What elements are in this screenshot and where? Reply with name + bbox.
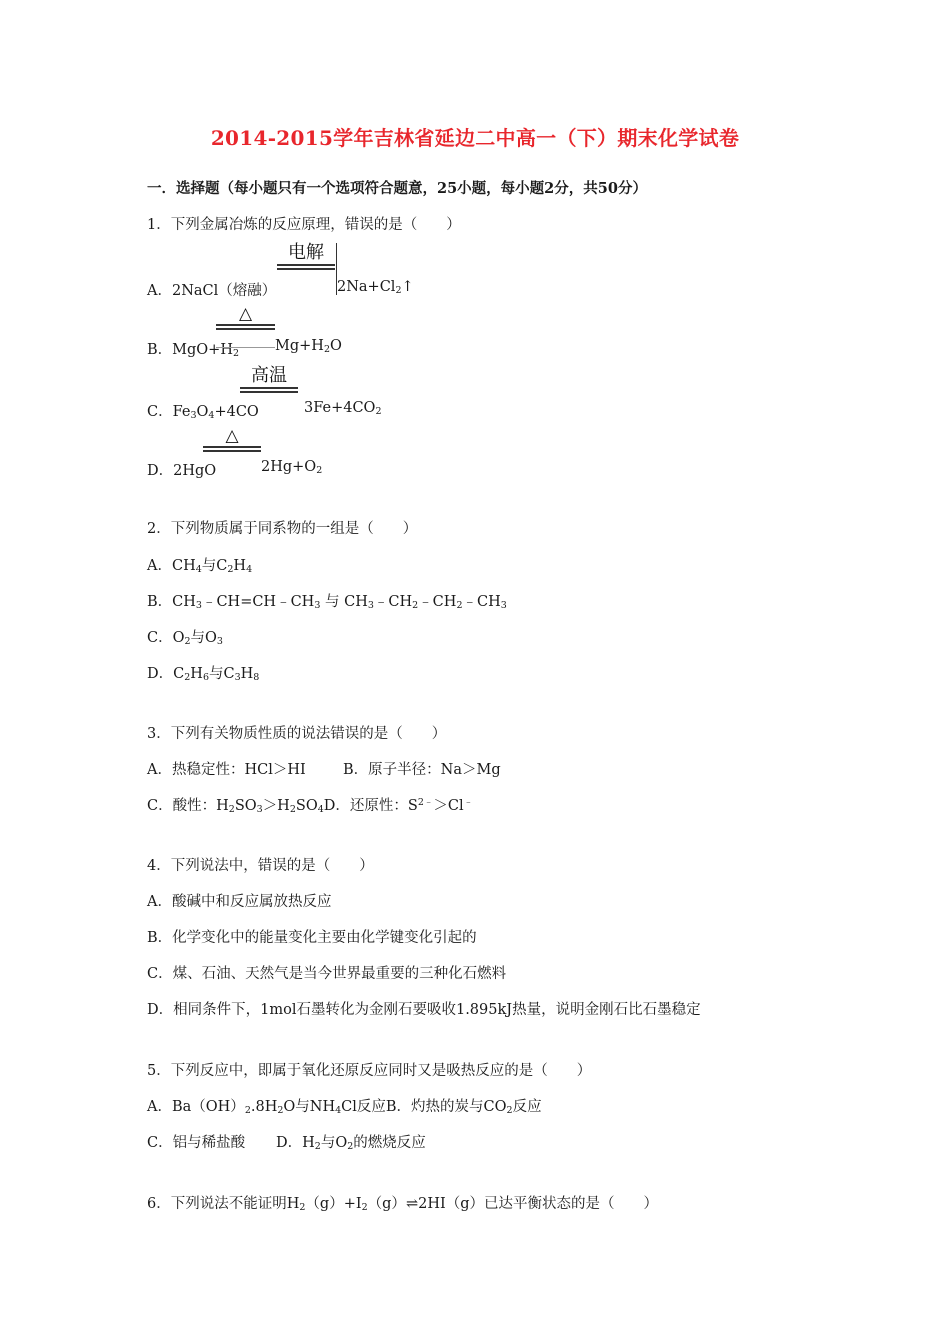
option-a-text: .8H bbox=[250, 1099, 278, 1115]
option-d-label: D．还原性： bbox=[323, 798, 408, 814]
charge-superscript: 2﹣ bbox=[417, 797, 434, 808]
option-label: C． bbox=[147, 404, 173, 420]
subscript: 2 bbox=[506, 1105, 513, 1116]
q2-option-a: A．$CH_4$与$C_2H_4$ bbox=[147, 558, 253, 575]
q5-options-ab bbox=[147, 1095, 542, 1116]
q6-stem bbox=[147, 1192, 658, 1213]
option-label: D． bbox=[147, 463, 174, 479]
q1c-condition bbox=[240, 366, 298, 393]
q2-option-b: B．$CH_3﹣CH=CH﹣CH_3$ 与 $CH_3﹣CH_2﹣CH_2﹣CH_3$ bbox=[147, 594, 507, 611]
subscript: 2 bbox=[299, 1202, 306, 1213]
q1d-products bbox=[261, 459, 322, 475]
option-b-text: B．灼热的炭与CO bbox=[385, 1099, 507, 1115]
q4-option-d: D．相同条件下，1mol石墨转化为金刚石要吸收1.895kJ热量，说明金刚石比石墨稳定 bbox=[147, 1002, 701, 1018]
q1b-condition bbox=[216, 305, 275, 330]
condition-double-line bbox=[277, 264, 335, 270]
reactants: 2NaCl（熔融） bbox=[171, 283, 277, 299]
sulfur-symbol: S bbox=[407, 798, 418, 814]
subscript: 2 bbox=[395, 285, 402, 296]
q1-option-c: C．$Fe_3O_4+4CO$ bbox=[147, 404, 259, 421]
gas-arrow-icon: ↑ bbox=[401, 279, 414, 295]
q5-stem: 5．下列反应中，即属于氧化还原反应同时又是吸热反应的是（ ） bbox=[147, 1063, 592, 1079]
q2-option-c: C．$O_2$与$O_3$ bbox=[147, 630, 223, 647]
q1-option-b: B．$MgO+H_2$ bbox=[147, 342, 240, 359]
q4-option-a: A．酸碱中和反应属放热反应 bbox=[147, 894, 332, 910]
option-d-text: 的燃烧反应 bbox=[353, 1135, 426, 1151]
pair-word: 与 bbox=[320, 594, 345, 610]
heat-triangle-icon: △ bbox=[225, 426, 239, 446]
reaction-line bbox=[216, 347, 275, 348]
q6-text: （g） bbox=[367, 1196, 406, 1212]
q2-stem: 2．下列物质属于同系物的一组是（ ） bbox=[147, 521, 418, 537]
q3-options-cd: C．酸性：$H_2SO_3>H_2SO_4D$．还原性：$S^{2﹣}>Cl^﹣$ bbox=[147, 797, 474, 815]
products-text: 2Hg+O bbox=[261, 459, 317, 475]
q1d-condition bbox=[203, 427, 261, 452]
reactants: 2HgO bbox=[173, 463, 217, 479]
high-temp-label: 高温 bbox=[251, 365, 287, 386]
equilibrium-arrow-icon: ⇌ bbox=[405, 1196, 419, 1212]
option-b-text: 反应 bbox=[512, 1099, 542, 1115]
q1a-products bbox=[337, 279, 414, 295]
q1-option-d bbox=[147, 459, 216, 480]
q4-option-c: C．煤、石油、天然气是当今世界最重要的三种化石燃料 bbox=[147, 966, 507, 982]
subscript: 2 bbox=[347, 1141, 354, 1152]
charge-superscript: ﹣ bbox=[463, 797, 474, 808]
q4-option-b: B．化学变化中的能量变化主要由化学键变化引起的 bbox=[147, 930, 477, 946]
subscript: 4 bbox=[335, 1105, 342, 1116]
q3-option-b: B．原子半径：Na＞Mg bbox=[343, 762, 501, 778]
option-d-text: 与O bbox=[320, 1135, 348, 1151]
subscript: 2 bbox=[314, 1141, 321, 1152]
heat-triangle-icon: △ bbox=[238, 304, 253, 324]
section-heading: 一．选择题（每小题只有一个选项符合题意，25小题，每小题2分，共50分） bbox=[147, 180, 647, 197]
option-label: A． bbox=[147, 283, 172, 299]
q1-option-a bbox=[147, 279, 276, 300]
q3-option-a: A．热稳定性：HCl＞HI bbox=[147, 762, 306, 778]
q6-text: （g）+I bbox=[305, 1196, 362, 1212]
q6-text: 2HI（g）已达平衡状态的是（ ） bbox=[418, 1196, 658, 1212]
q5-option-d bbox=[276, 1131, 426, 1152]
option-label: B． bbox=[147, 342, 173, 358]
subscript: 2 bbox=[361, 1202, 368, 1213]
subscript: 2 bbox=[277, 1105, 284, 1116]
q4-stem: 4．下列说法中，错误的是（ ） bbox=[147, 858, 374, 874]
condition-double-line bbox=[216, 324, 275, 330]
option-d-text: D．H bbox=[276, 1135, 315, 1151]
option-a-text: O与NH bbox=[283, 1099, 336, 1115]
subscript: 2 bbox=[316, 465, 323, 476]
comparison-text: ＞Cl bbox=[433, 798, 464, 814]
q1b-products: $Mg+H_2O$ bbox=[275, 338, 342, 355]
condition-double-line bbox=[240, 387, 298, 393]
option-c-label: C．酸性： bbox=[147, 798, 217, 814]
products-text: 2Na+Cl bbox=[337, 279, 396, 295]
option-a-text: Cl反应 bbox=[341, 1099, 386, 1115]
q6-text: 6．下列说法不能证明H bbox=[147, 1196, 300, 1212]
electrolysis-label: 电解 bbox=[288, 242, 324, 263]
q1a-condition bbox=[277, 243, 335, 270]
q3-stem: 3．下列有关物质性质的说法错误的是（ ） bbox=[147, 726, 447, 742]
condition-double-line bbox=[203, 446, 261, 452]
q5-option-c: C．铝与稀盐酸 bbox=[147, 1135, 246, 1151]
q1c-products: $3Fe+4CO_2$ bbox=[304, 400, 382, 417]
subscript: 2 bbox=[244, 1105, 251, 1116]
option-a-text: A．Ba（OH） bbox=[147, 1099, 245, 1115]
q2-option-d: D．$C_2H_6$与$C_3H_8$ bbox=[147, 666, 260, 683]
page-title: 2014-2015学年吉林省延边二中高一（下）期末化学试卷 bbox=[210, 126, 740, 150]
q1-stem: 1．下列金属冶炼的反应原理，错误的是（ ） bbox=[147, 217, 461, 233]
